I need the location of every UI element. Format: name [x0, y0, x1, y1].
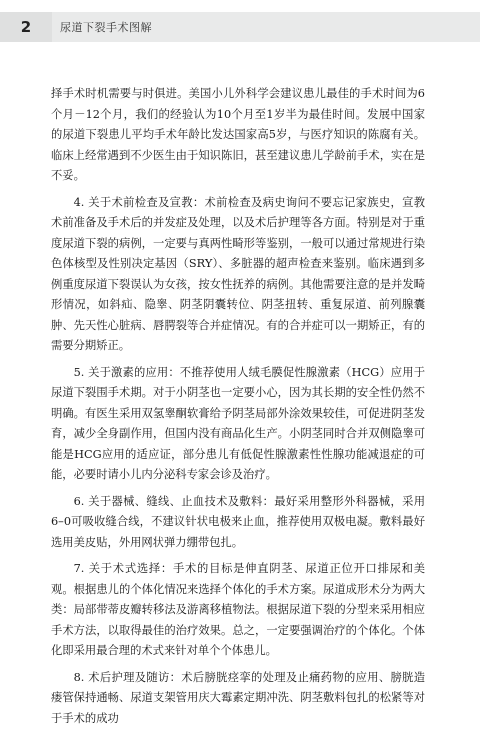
paragraph-hormones: 5. 关于激素的应用：不推荐使用人绒毛膜促性腺激素（HCG）应用于尿道下裂围手术期。对于小阴茎也一定要小心，因为其长期的安全性仍然不明确。有医生采用双氢睾酮软膏给予阴茎局部外涂效果较佳，可促进阴茎发育，减少全身副作用，但国内没有商品化生产。小阴茎同时合并双侧隐睾可能是HCG应用的适应证，部分患儿有低促性腺激素性性腺功能减退症的可能，必要时请小儿内分泌科专家会诊及治疗。	[51, 363, 425, 486]
paragraph-preop-exam: 4. 关于术前检查及宣教：术前检查及病史询问不要忘记家族史，宣教术前准备及手术后的并发症及处理，以及术后护理等各方面。特别是对于重度尿道下裂的病例，一定要与真两性畸形等鉴别，一般可以通过常规进行染色体核型及性别决定基因（SRY）、多脏器的超声检查来鉴别。临床遇到多例重度尿道下裂误认为女孩，按女性抚养的病例。其他需要注意的是并发畸形情况，如斜疝、隐睾、阴茎阴囊转位、阴茎扭转、重复尿道、前列腺囊肿、先天性心脏病、唇腭裂等合并症情况。有的合并症可以一期矫正，有的需要分期矫正。	[51, 193, 425, 357]
body-text	[51, 84, 425, 729]
page-number: 2	[0, 12, 52, 42]
paragraph-postop: 8. 术后护理及随访：术后膀胱痉挛的处理及止痛药物的应用、膀胱造瘘管保持通畅、尿道支架管用庆大霉素定期冲洗、阴茎敷料包扎的松紧等对于手术的成功	[51, 668, 425, 729]
paragraph-technique: 7. 关于术式选择：手术的目标是伸直阴茎、尿道正位开口排尿和美观。根据患儿的个体化情况来选择个体化的手术方案。尿道成形术分为两大类：局部带蒂皮瓣转移法及游离移植物法。根据尿道下裂的分型来采用相应手术方法，以取得最佳的治疗效果。总之，一定要强调治疗的个体化。个体化即采用最合理的术式来针对单个个体患儿。	[51, 559, 425, 662]
paragraph-instruments: 6. 关于器械、缝线、止血技术及敷料：最好采用整形外科器械，采用6–0可吸收缝合线，不建议针状电极来止血，推荐使用双极电凝。敷料最好选用美皮贴，外用网状弹力绷带包扎。	[51, 492, 425, 554]
page-header	[0, 0, 480, 44]
running-title: 尿道下裂手术图解	[60, 12, 152, 42]
paragraph-continued: 择手术时机需要与时俱进。美国小儿外科学会建议患儿最佳的手术时间为6个月－12个月，我们的经验认为10个月至1岁半为最佳时间。发展中国家的尿道下裂患儿平均手术年龄比发达国家高5岁，与医疗知识的陈腐有关。临床上经常遇到不少医生由于知识陈旧，甚至建议患儿学龄前手术，实在是不妥。	[51, 84, 425, 187]
